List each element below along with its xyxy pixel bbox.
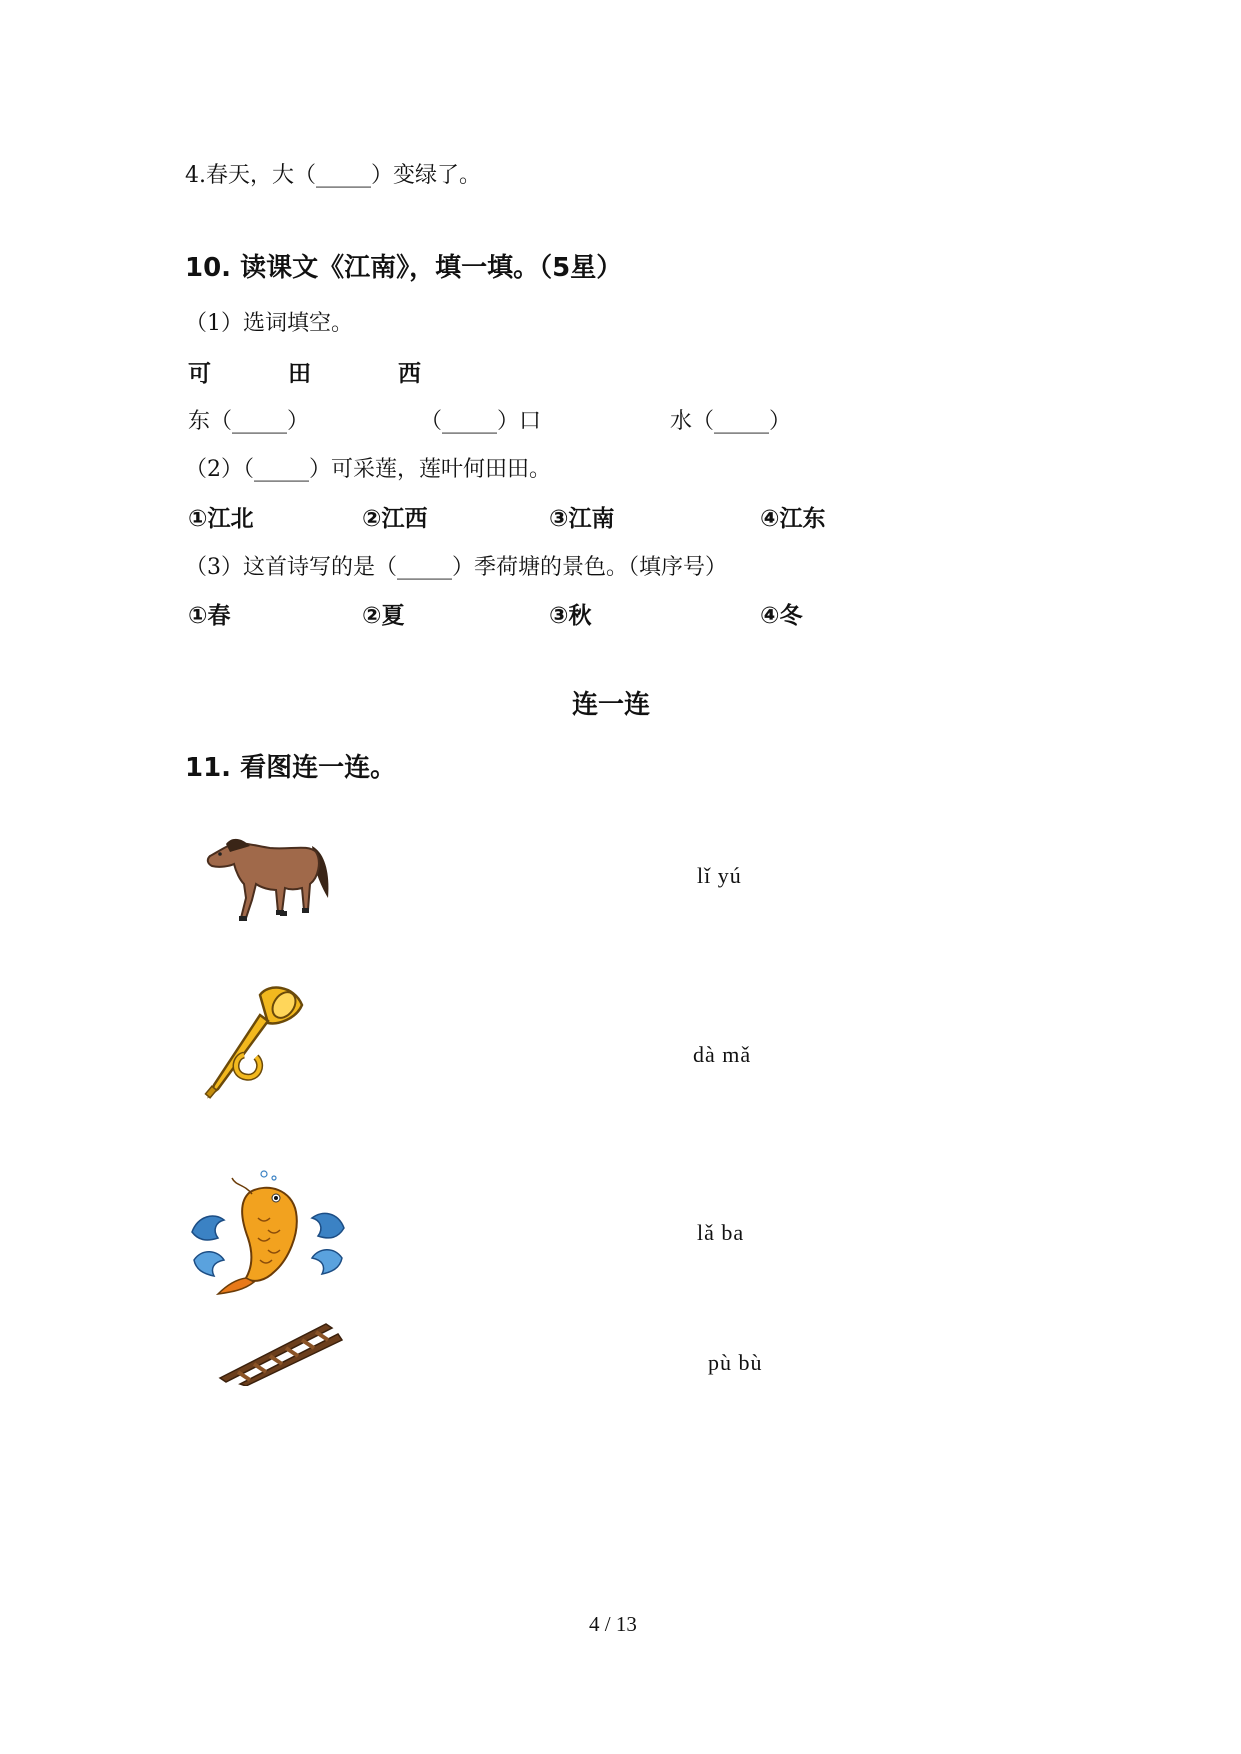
option2-2: ②江西 <box>362 506 428 532</box>
pinyin-1: lǐ yú <box>697 863 742 888</box>
ladder-picture <box>214 1318 346 1386</box>
pinyin-3: lǎ ba <box>697 1220 745 1245</box>
option3-3: ③秋 <box>549 603 592 629</box>
option3-1: ①春 <box>188 603 231 629</box>
blank-3: 水（_____） <box>670 409 792 434</box>
q10-sub1: （1）选词填空。 <box>185 311 353 336</box>
option2-3: ③江南 <box>549 506 615 532</box>
option3-4: ④冬 <box>760 603 803 629</box>
word-option-1: 可 <box>188 361 211 387</box>
horse-picture <box>200 828 335 926</box>
page-number: 4 / 13 <box>589 1612 637 1636</box>
carp-picture <box>188 1168 348 1296</box>
section-title: 连一连 <box>572 690 651 720</box>
option2-4: ④江东 <box>760 506 826 532</box>
question-10-title: 10. 读课文《江南》，填一填。（5星） <box>185 253 623 283</box>
q10-sub3: （3）这首诗写的是（_____）季荷塘的景色。（填序号） <box>185 555 727 580</box>
trumpet-picture <box>198 985 308 1105</box>
option3-2: ②夏 <box>362 603 405 629</box>
q10-sub2: （2）（_____）可采莲，莲叶何田田。 <box>185 457 551 482</box>
pinyin-4: pù bù <box>708 1350 763 1375</box>
word-option-3: 西 <box>398 361 421 387</box>
blank-2: （_____）口 <box>420 409 542 434</box>
blank-1: 东（_____） <box>188 409 310 434</box>
word-option-2: 田 <box>288 361 311 387</box>
option2-1: ①江北 <box>188 506 254 532</box>
question-9-item-4: 4.春天，大（_____）变绿了。 <box>185 163 481 188</box>
question-11-title: 11. 看图连一连。 <box>185 753 397 783</box>
pinyin-2: dà mǎ <box>693 1042 752 1067</box>
